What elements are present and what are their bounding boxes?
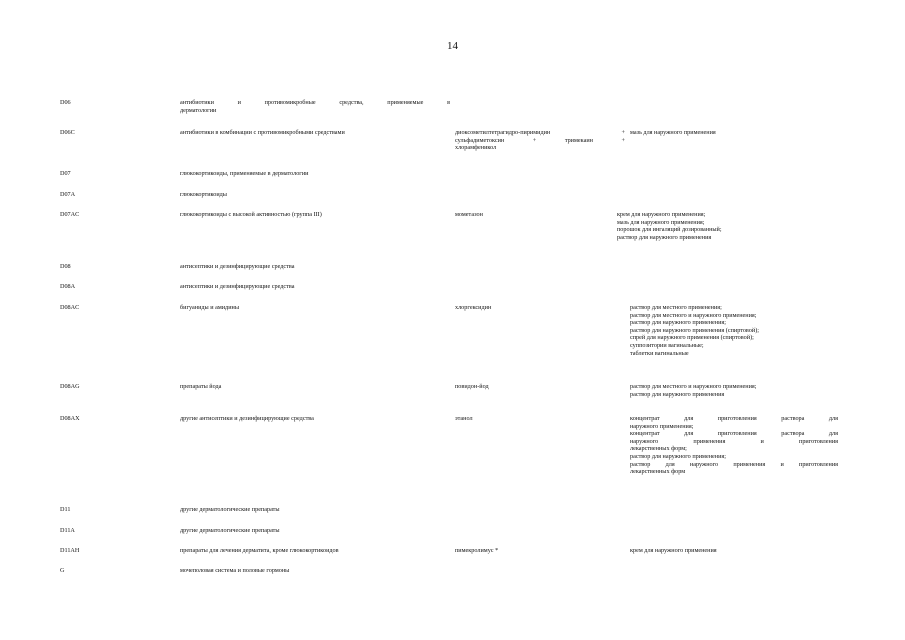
group-description: другие антисептики и дезинфицирующие средства: [180, 415, 314, 422]
atc-code: D07AC: [60, 211, 80, 218]
dosage-forms: крем для наружного применения: [630, 547, 717, 554]
group-description: мочеполовая система и половые гормоны: [180, 567, 290, 574]
dosage-forms: мазь для наружного применения: [630, 129, 716, 136]
atc-code: D07: [60, 170, 71, 177]
atc-code: D08AC: [60, 304, 80, 311]
group-description: другие дерматологические препараты: [180, 506, 280, 513]
group-description: препараты йода: [180, 383, 222, 390]
medicine-name: мометазон: [455, 211, 483, 218]
group-description: антисептики и дезинфицирующие средства: [180, 283, 295, 290]
group-description: бигуаниды и амидины: [180, 304, 239, 311]
atc-code: D07A: [60, 191, 76, 198]
atc-code: D08AX: [60, 415, 80, 422]
atc-code: D08A: [60, 283, 76, 290]
atc-code: D11A: [60, 527, 75, 534]
atc-code: D11: [60, 506, 71, 513]
medicine-name: диоксометилтетрагидро-пиримидин + сульфадиметоксин + тримекаин + хлорамфеникол: [455, 129, 625, 152]
group-description: глюкокортикоиды: [180, 191, 227, 198]
atc-code: D08: [60, 263, 71, 270]
atc-code: D08AG: [60, 383, 80, 390]
medicine-name: пимекролимус *: [455, 547, 499, 554]
medicine-name: повидон-йод: [455, 383, 489, 390]
dosage-forms: раствор для местного и наружного применения; раствор для наружного применения: [630, 383, 757, 398]
group-description: глюкокортикоиды с высокой активностью (группа III): [180, 211, 322, 218]
atc-code: D06C: [60, 129, 75, 136]
medicine-name: хлоргексидин: [455, 304, 492, 311]
page-number: 14: [447, 40, 458, 52]
group-description: антибиотики в комбинации с противомикробными средствами: [180, 129, 345, 136]
atc-code: G: [60, 567, 65, 574]
dosage-forms: концентрат для приготовления раствора для наружного применения; концентрат для приготовления раствора для наружного применения и приготовления лекарственных форм; раствор для наружного применения; раствор для наружного применения и приготовления лекарственных форм: [630, 415, 838, 476]
dosage-forms: крем для наружного применения; мазь для наружного применения; порошок для ингаляций дозированный; раствор для наружного применения: [617, 211, 722, 241]
dosage-forms: раствор для местного применения; раствор для местного и наружного применения; раствор для наружного применения; раствор для наружного применения (спиртовой); спрей для наружного применения (спиртовой); суппозитории вагинальные; таблетки вагинальные: [630, 304, 759, 357]
group-description: препараты для лечения дерматита, кроме глюкокортикоидов: [180, 547, 339, 554]
group-description: другие дерматологические препараты: [180, 527, 280, 534]
group-description: антисептики и дезинфицирующие средства: [180, 263, 295, 270]
medicine-name: этанол: [455, 415, 473, 422]
group-description: антибиотики и противомикробные средства, применяемые в дерматологии: [180, 99, 450, 114]
group-description: глюкокортикоиды, применяемые в дерматологии: [180, 170, 309, 177]
atc-code: D11AH: [60, 547, 80, 554]
atc-code: D06: [60, 99, 71, 106]
